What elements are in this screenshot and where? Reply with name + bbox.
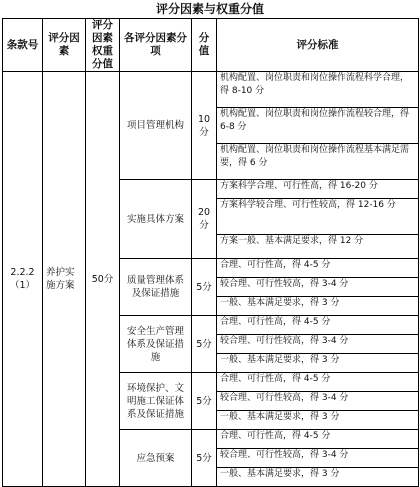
- criteria-cell: 方案科学较合理、可行性较高，得 12-16 分: [217, 199, 419, 235]
- criteria-cell: 合理、可行性高，得 4-5 分: [217, 259, 419, 278]
- header-factor: 评分因素: [43, 19, 86, 72]
- page-title: 评分因素与权重分值: [155, 2, 264, 16]
- criteria-cell: 机构配置、岗位职责和岗位操作流程科学合理，得 8-10 分: [217, 72, 419, 108]
- factor-weight-cell: 50分: [86, 72, 120, 487]
- header-clause: 条款号: [3, 19, 43, 72]
- criteria-cell: 机构配置、岗位职责和岗位操作流程较合理，得 6-8 分: [217, 108, 419, 144]
- sub-item-cell: 实施具体方案: [120, 180, 192, 259]
- criteria-cell: 一般、基本满足要求，得 3 分: [217, 468, 419, 487]
- sub-item-cell: 环境保护、文明施工保证体系及保证措施: [120, 373, 192, 430]
- sub-item-cell: 质量管理体系及保证措施: [120, 259, 192, 316]
- scoring-table: [2, 18, 419, 487]
- sub-item-cell: 安全生产管理体系及保证措施: [120, 316, 192, 373]
- sub-item-cell: 应急预案: [120, 430, 192, 487]
- criteria-cell: 方案科学合理、可行性高，得 16-20 分: [217, 180, 419, 199]
- header-sub-item: 各评分因素分项: [120, 19, 192, 72]
- score-cell: 20分: [192, 180, 217, 259]
- factor-cell: 养护实施方案: [43, 72, 86, 487]
- score-cell: 10分: [192, 72, 217, 180]
- criteria-cell: 较合理、可行性较高，得 3-4 分: [217, 278, 419, 297]
- criteria-cell: 机构配置、岗位职责和岗位操作流程基本满足需要，得 6 分: [217, 144, 419, 180]
- header-score: 分值: [192, 19, 217, 72]
- sub-item-cell: 项目管理机构: [120, 72, 192, 180]
- score-cell: 5分: [192, 373, 217, 430]
- criteria-cell: 一般、基本满足要求，得 3 分: [217, 297, 419, 316]
- criteria-cell: 合理、可行性高，得 4-5 分: [217, 316, 419, 335]
- criteria-cell: 方案一般、基本满足要求，得 12 分: [217, 235, 419, 259]
- criteria-cell: 较合理、可行性较高，得 3-4 分: [217, 335, 419, 354]
- table-row: [3, 72, 419, 108]
- criteria-cell: 一般、基本满足要求，得 3 分: [217, 354, 419, 373]
- score-cell: 5分: [192, 430, 217, 487]
- criteria-cell: 一般、基本满足要求，得 3 分: [217, 411, 419, 430]
- score-cell: 5分: [192, 259, 217, 316]
- clause-number-cell: 2.2.2（1）: [3, 72, 43, 487]
- criteria-cell: 合理、可行性高，得 4-5 分: [217, 373, 419, 392]
- header-factor-weight: 评分因素权重分值: [86, 19, 120, 72]
- header-standard: 评分标准: [217, 19, 419, 72]
- criteria-cell: 较合理、可行性较高，得 3-4 分: [217, 392, 419, 411]
- table-header-row: [3, 19, 419, 72]
- score-cell: 5分: [192, 316, 217, 373]
- criteria-cell: 合理、可行性高，得 4-5 分: [217, 430, 419, 449]
- criteria-cell: 较合理、可行性较高，得 3-4 分: [217, 449, 419, 468]
